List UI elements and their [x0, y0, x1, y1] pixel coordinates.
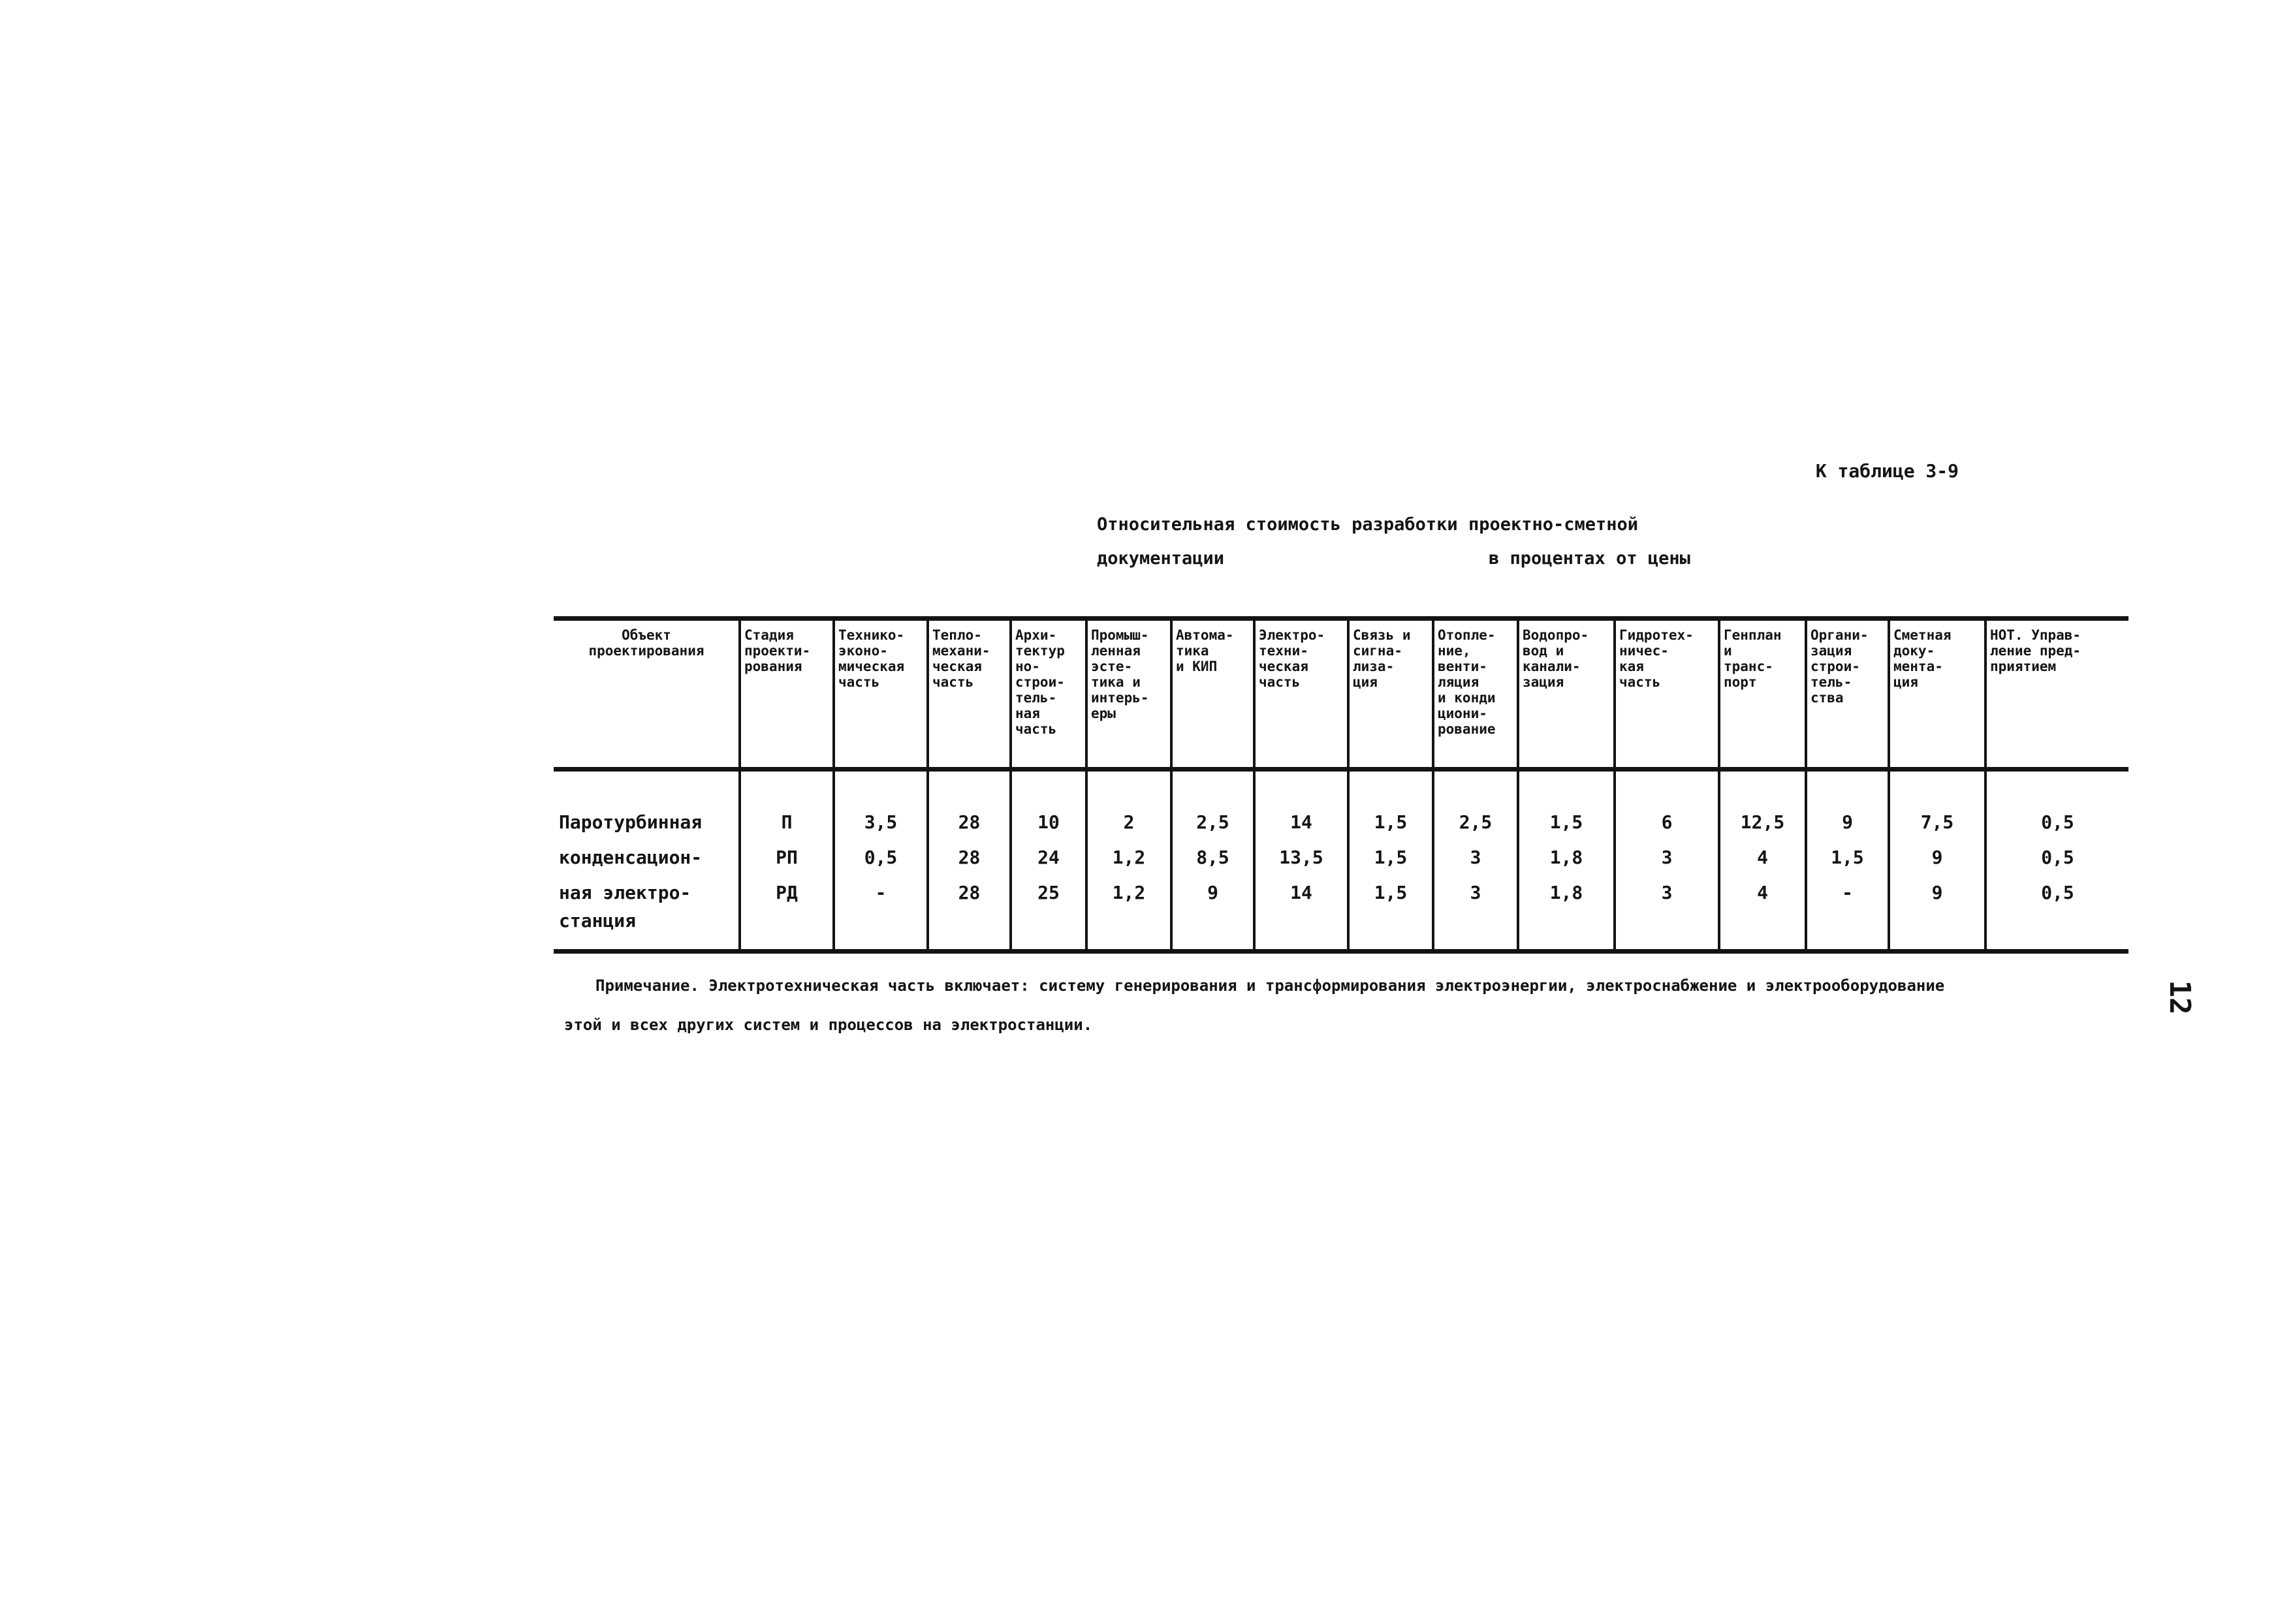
cell-value — [1348, 910, 1433, 952]
table-note — [564, 966, 2131, 1044]
cell-value: 7,5 — [1889, 770, 1985, 840]
cell-value: 1,5 — [1348, 875, 1433, 910]
cell-value: 1,2 — [1086, 839, 1171, 875]
cell-object: станция — [554, 910, 740, 952]
cost-table — [554, 616, 2128, 954]
cell-value — [1086, 910, 1171, 952]
cell-value — [834, 910, 928, 952]
cell-value: 14 — [1254, 770, 1348, 840]
header-construction-org: Органи- зация строи- тель- ства — [1806, 619, 1889, 770]
note-line-1 — [564, 966, 2131, 1005]
table-reference: К таблице 3-9 — [1815, 460, 1959, 482]
cell-object: Паротурбинная — [559, 811, 703, 833]
cell-value: 4 — [1719, 875, 1806, 910]
cell-value: 3 — [1433, 839, 1518, 875]
cell-value: 0,5 — [1985, 875, 2128, 910]
table-title-line-2: документации — [1097, 548, 1225, 569]
cell-value: 3 — [1615, 875, 1719, 910]
cell-value: 28 — [928, 839, 1011, 875]
cell-value: 25 — [1011, 875, 1086, 910]
cell-stage: П — [740, 770, 834, 840]
header-row — [554, 619, 2128, 770]
header-management: НОТ. Управ- ление пред- приятием — [1985, 619, 2128, 770]
note-text-1: Примечание. Электротехническая часть включает: систему генерирования и трансформирования электроэнергии, электроснабжение и электрооборудование — [595, 976, 1945, 995]
cell-value — [1254, 910, 1348, 952]
header-industrial-aesthetics: Промыш- ленная эсте- тика и интерь- еры — [1086, 619, 1171, 770]
header-communication: Связь и сигна- лиза- ция — [1348, 619, 1433, 770]
cell-value — [1433, 910, 1518, 952]
header-automation: Автома- тика и КИП — [1171, 619, 1254, 770]
cell-value: 6 — [1615, 770, 1719, 840]
header-stage: Стадия проекти- рования — [740, 619, 834, 770]
cell-value: 1,8 — [1518, 839, 1615, 875]
cell-value — [928, 910, 1011, 952]
cell-value: 0,5 — [834, 839, 928, 875]
cell-value — [1889, 910, 1985, 952]
table-row — [554, 839, 2128, 875]
cell-value: 24 — [1011, 839, 1086, 875]
cell-value: 3 — [1615, 839, 1719, 875]
cell-value — [1518, 910, 1615, 952]
cell-value: 3,5 — [834, 770, 928, 840]
table-title-line-1: Относительная стоимость разработки проектно-сметной — [1097, 514, 1639, 535]
note-line-2: этой и всех других систем и процессов на электростанции. — [564, 1016, 1093, 1034]
cell-value — [1615, 910, 1719, 952]
cell-value — [1171, 910, 1254, 952]
table-row — [554, 875, 2128, 910]
table-row — [554, 910, 2128, 952]
cell-value: 14 — [1254, 875, 1348, 910]
cell-value: 9 — [1806, 770, 1889, 840]
page-number: 12 — [2163, 980, 2196, 1015]
cell-value — [1719, 910, 1806, 952]
cell-object: конденсацион- — [559, 846, 703, 868]
cell-value: 3 — [1433, 875, 1518, 910]
header-hydrotechnical: Гидротех- ничес- кая часть — [1615, 619, 1719, 770]
cell-value: 1,5 — [1806, 839, 1889, 875]
header-electrical: Электро- техни- ческая часть — [1254, 619, 1348, 770]
cell-value: 0,5 — [1985, 839, 2128, 875]
cell-value: 1,8 — [1518, 875, 1615, 910]
cell-stage — [740, 910, 834, 952]
table-row — [554, 770, 2128, 840]
cell-object: ная электро- — [559, 881, 691, 903]
cell-value: 28 — [928, 875, 1011, 910]
cell-value: 1,5 — [1518, 770, 1615, 840]
header-hvac: Отопле- ние, венти- ляция и конди циони- рование — [1433, 619, 1518, 770]
header-tech-econ: Технико- эконо- мическая часть — [834, 619, 928, 770]
cell-value: 13,5 — [1254, 839, 1348, 875]
cell-value — [1806, 910, 1889, 952]
cell-stage: РП — [740, 839, 834, 875]
cell-value: 4 — [1719, 839, 1806, 875]
cell-value: 9 — [1889, 839, 1985, 875]
cell-value: 9 — [1171, 875, 1254, 910]
cell-value: 2,5 — [1433, 770, 1518, 840]
header-architecture: Архи- тектур но- строи- тель- ная часть — [1011, 619, 1086, 770]
header-master-plan: Генплан и транс- порт — [1719, 619, 1806, 770]
cell-value: 10 — [1011, 770, 1086, 840]
cell-stage: РД — [740, 875, 834, 910]
cell-value: 9 — [1889, 875, 1985, 910]
cell-value: 12,5 — [1719, 770, 1806, 840]
header-thermo-mech: Тепло- механи- ческая часть — [928, 619, 1011, 770]
cell-value — [1985, 910, 2128, 952]
header-object: Объект проектирования — [554, 619, 740, 770]
cell-value: 1,5 — [1348, 770, 1433, 840]
cell-value — [1011, 910, 1086, 952]
cell-value: - — [1806, 875, 1889, 910]
cell-value: - — [834, 875, 928, 910]
header-estimates: Сметная доку- мента- ция — [1889, 619, 1985, 770]
cell-value: 2,5 — [1171, 770, 1254, 840]
cell-value: 28 — [928, 770, 1011, 840]
cell-value: 1,2 — [1086, 875, 1171, 910]
cell-value: 8,5 — [1171, 839, 1254, 875]
cell-value: 1,5 — [1348, 839, 1433, 875]
header-water-sewer: Водопро- вод и канали- зация — [1518, 619, 1615, 770]
cell-value: 2 — [1086, 770, 1171, 840]
cell-value: 0,5 — [1985, 770, 2128, 840]
table-unit: в процентах от цены — [1489, 548, 1690, 569]
